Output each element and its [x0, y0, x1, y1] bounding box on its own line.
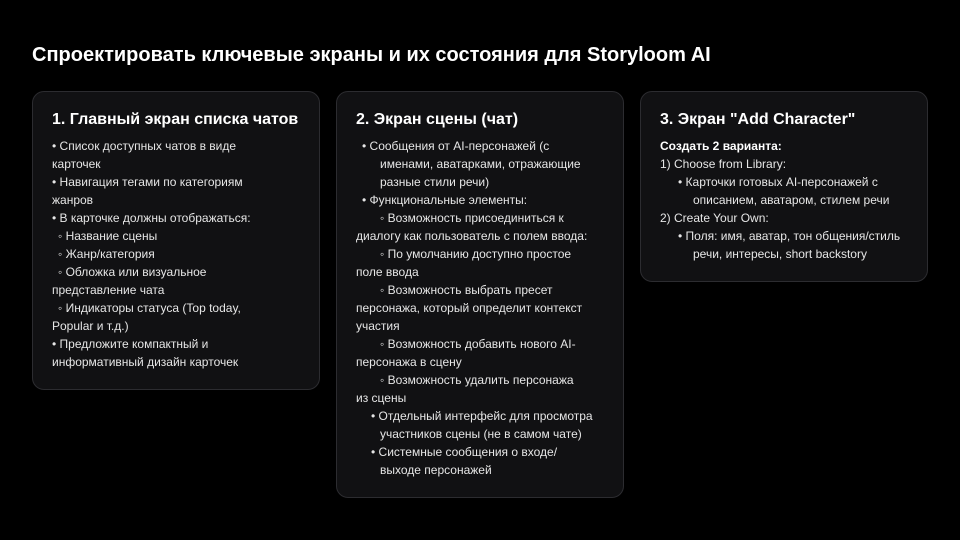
bullet-continuation: именами, аватарками, отражающие [380, 157, 581, 171]
card-main-chat-list [32, 91, 320, 390]
card-title: 2. Экран сцены (чат) [356, 111, 519, 128]
card-body [52, 137, 309, 371]
bullet-continuation: информативный дизайн карточек [52, 355, 239, 369]
card-body [356, 137, 613, 479]
bullet-line: • Поля: имя, аватар, тон общения/стиль [678, 229, 901, 243]
sub-bullet-line: ◦ Возможность присоединиться к [380, 211, 564, 225]
bullet-line: • В карточке должны отображаться: [52, 211, 251, 225]
sub-bullet-continuation: диалогу как пользователь с полем ввода: [356, 229, 588, 243]
sub-bullet-line: ◦ Возможность выбрать пресет [380, 283, 553, 297]
bullet-line: • Функциональные элементы: [362, 193, 528, 207]
bullet-line: • Системные сообщения о входе/ [371, 445, 558, 459]
bullet-continuation: жанров [52, 193, 94, 207]
bullet-continuation: карточек [52, 157, 101, 171]
sub-bullet-continuation: представление чата [52, 283, 165, 297]
bullet-continuation: описанием, аватаром, стилем речи [693, 193, 890, 207]
sub-bullet-line: ◦ Возможность добавить нового AI- [380, 337, 576, 351]
bullet-continuation: участников сцены (не в самом чате) [380, 427, 582, 441]
bullet-line: • Предложите компактный и [52, 337, 209, 351]
variants-heading: Создать 2 варианта: [660, 139, 782, 153]
sub-bullet-line: ◦ Обложка или визуальное [58, 265, 207, 279]
sub-bullet-continuation: поле ввода [356, 265, 419, 279]
sub-bullet-continuation: персонажа в сцену [356, 355, 462, 369]
sub-bullet-line: ◦ По умолчанию доступно простое [380, 247, 572, 261]
bullet-line: • Список доступных чатов в виде [52, 139, 237, 153]
sub-bullet-continuation: участия [356, 319, 400, 333]
bullet-continuation: разные стили речи) [380, 175, 490, 189]
bullet-continuation: выходе персонажей [380, 463, 492, 477]
bullet-line: • Карточки готовых AI-персонажей с [678, 175, 878, 189]
card-body [660, 137, 917, 263]
variant-label: 2) Create Your Own: [660, 211, 769, 225]
sub-bullet-continuation: персонажа, который определит контекст [356, 301, 583, 315]
sub-bullet-line: ◦ Индикаторы статуса (Top today, [58, 301, 241, 315]
bullet-continuation: речи, интересы, short backstory [693, 247, 867, 261]
sub-bullet-line: ◦ Жанр/категория [58, 247, 155, 261]
sub-bullet-line: ◦ Возможность удалить персонажа [380, 373, 574, 387]
bullet-line: • Навигация тегами по категориям [52, 175, 243, 189]
sub-bullet-continuation: из сцены [356, 391, 407, 405]
page-title: Спроектировать ключевые экраны и их состояния для Storyloom AI [32, 44, 711, 66]
bullet-line: • Сообщения от AI-персонажей (с [362, 139, 550, 153]
variant-label: 1) Choose from Library: [660, 157, 787, 171]
sub-bullet-continuation: Popular и т.д.) [52, 319, 129, 333]
card-scene-chat [336, 91, 624, 498]
card-title: 1. Главный экран списка чатов [52, 111, 299, 128]
card-title: 3. Экран "Add Character" [660, 111, 856, 128]
sub-bullet-line: ◦ Название сцены [58, 229, 158, 243]
bullet-line: • Отдельный интерфейс для просмотра [371, 409, 593, 423]
card-add-character [640, 91, 928, 282]
